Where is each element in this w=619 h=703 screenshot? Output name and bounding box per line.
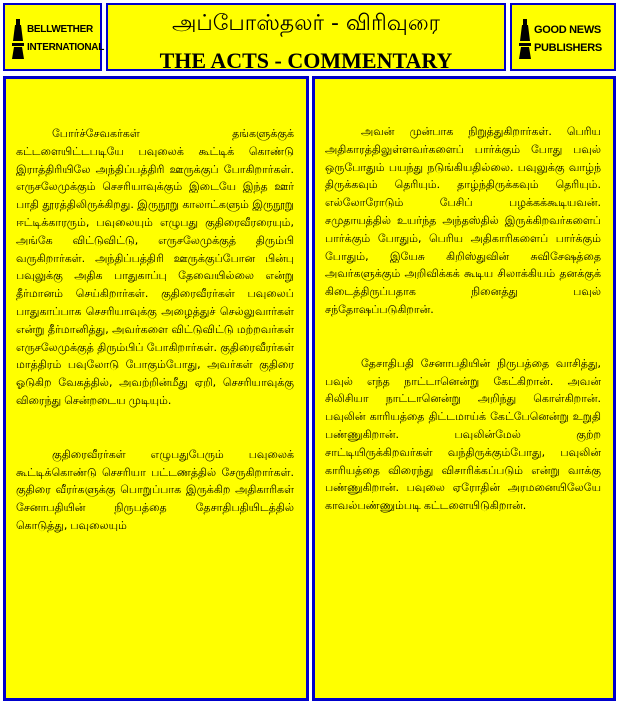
good-news-icon [518, 19, 532, 59]
bellwether-line1: BELLWETHER [27, 24, 93, 35]
good-news-logo-box [510, 3, 616, 71]
left-column [3, 76, 309, 701]
right-column [312, 76, 616, 701]
bellwether-line2: INTERNATIONAL [27, 42, 105, 53]
good-news-line2: PUBLISHERS [534, 42, 602, 54]
paragraph: குதிரைவீரர்கள் எழுபதுபேரும் பவுலைக் கூட்டிக்கொண்டு செசரியா பட்டணத்தில் சேருகிறார்கள். குதிரை வீரர்களுக்கு பொறுப்பாக இருக்கிற அதிகாரிகள் சேனாபதியின் நிருபத்தை தேசாதிபதியிடத்தில் கொடுத்து, பவுலையும் [16, 447, 294, 532]
bellwether-logo [11, 19, 105, 57]
title-box [106, 3, 506, 71]
good-news-logo [518, 19, 610, 57]
paragraph: அவன் முன்பாக நிறுத்துகிறார்கள். பெரிய அதிகாரத்திலுள்ளவர்களைப் பார்க்கும் போது பவுல் ஒருபோதும் பயந்து நடுங்கியதில்லை. பவுலுக்கு வாழ்ந் திருக்கவும் தெரியும். தாழ்ந்திருக்கவும் தெரியும். எல்லோரோடும் பேசிப் பழக்கக்கூடியவன். சமுதாயத்தில் உயர்ந்த அந்தஸ்தில் இருக்கிறவர்களைப் பார்க்கும் போதும், பெரிய அதிகாரிகளைப் பார்க்கும் போதும், இயேசு கிறிஸ்துவின் சுவிசேஷத்தை அவர்களுக்கும் அறிவிக்கக் கூடிய சிலாக்கியம் தனக்குக் கிடைத்திருப்பதாக நினைத்து பவுல் சந்தோஷப்படுகிறான். [325, 125, 601, 316]
bellwether-icon [11, 19, 25, 59]
good-news-line1: GOOD NEWS [534, 24, 601, 36]
paragraph: தேசாதிபதி சேனாபதியின் நிருபத்தை வாசித்து, பவுல் எந்த நாட்டானென்று கேட்கிறான். அவன் சிலிசியா நாட்டானென்று அறிந்து கொள்கிறான். பவுலின் காரியத்தை திட்டமாய்க் கேட்பேனென்று உறுதி பண்ணுகிறான். பவுலின்மேல் குற்ற சாட்டியிருக்கிறவர்கள் வந்திருக்கும்போது, பவுலின் காரியத்தை விரைந்து விசாரிக்கப்படும் என்று வாக்கு பண்ணுகிறான். பவுலை ஏரோதின் அரமனையிலேயே காவல்பண்ணும்படி கட்டளையிடுகிறான். [325, 356, 601, 513]
page-title-tamil: அப்போஸ்தலர் - விரிவுரை [171, 11, 441, 36]
bellwether-logo-box [3, 3, 105, 71]
paragraph: போர்ச்சேவகர்கள் தங்களுக்குக் கட்டளையிட்டபடியே பவுலைக் கூட்டிக் கொண்டு இராத்திரியிலே அந்திப்பத்திரி ஊருக்குப் போகிறார்கள். எருசலேமுக்கும் செசரியாவுக்கும் இடையே இந்த ஊர் பாதி தூரத்திலிருக்கிறது. இருநூறு காலாட்களும் இருநூறு ஈட்டிக்காரரும், பவுலையும் எழுபது குதிரைவீரரையும், அங்கே விட்டுவிட்டு, எருசலேமுக்குத் திரும்பி வருகிறார்கள். அந்திப்பத்திரி ஊருக்குப்போன பின்பு பவுலுக்கு அதிக பாதுகாப்பு தேவையில்லை என்று தீர்மானம் செய்கிறார்கள். குதிரைவீரர்கள் பவுலைப் பாதுகாப்பாக செசரியாவுக்கு அழைத்துச் செல்லுவார்கள் என்று தீர்மானித்து, அவர்களை விட்டுவிட்டு மற்றவர்கள் எருசலேமுக்குத் திரும்பிப் போகிறார்கள். குதிரைவீரர்கள் மாத்திரம் பவுலோடு போகும்போது, அவர்கள் குதிரை ஓடுகிற வேகத்தில், அவற்றின்மீது ஏறி, செசரியாவுக்கு விரைந்து சென்றடைய முடியும். [16, 127, 294, 407]
page-title-english: THE ACTS - COMMENTARY [159, 48, 453, 73]
